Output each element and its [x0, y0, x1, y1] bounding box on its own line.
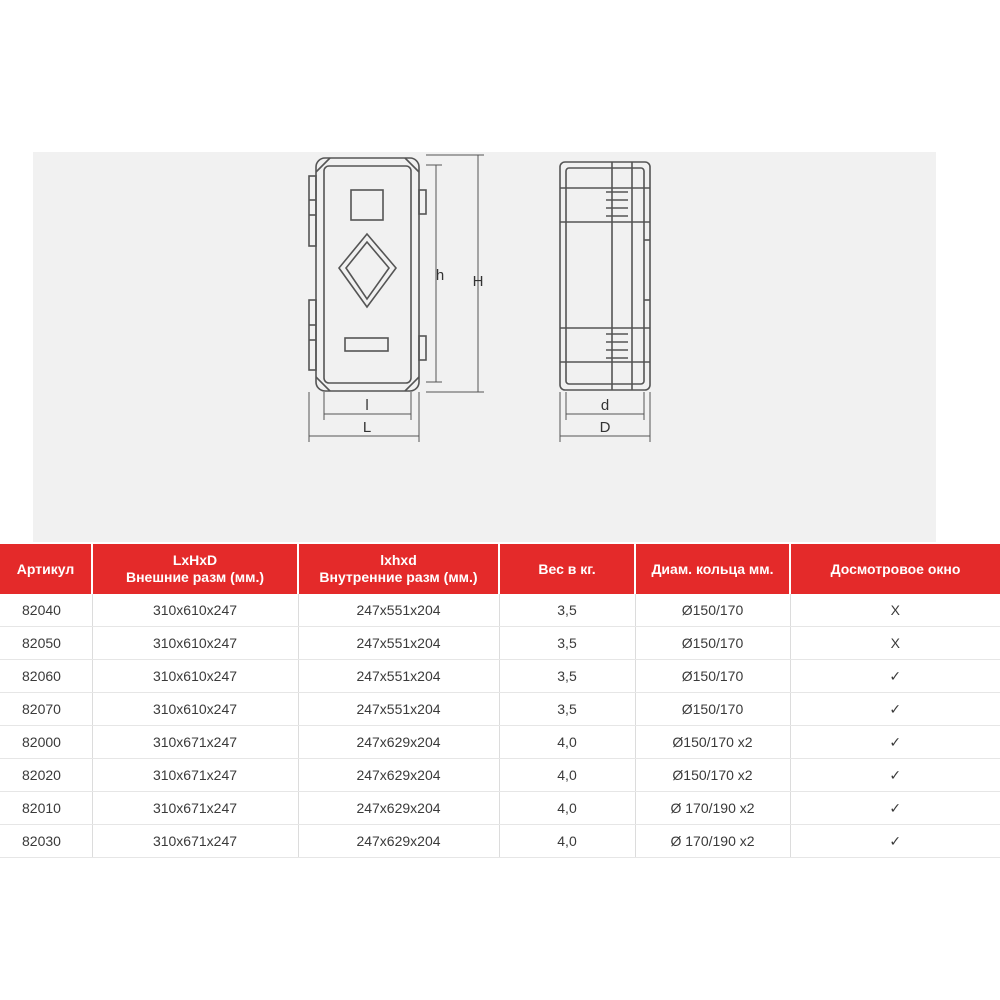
cell-inspection-window: ✓: [790, 660, 1000, 693]
cell-article: 82020: [0, 759, 92, 792]
cell-article: 82010: [0, 792, 92, 825]
header-inspection-window: Досмотровое окно: [790, 544, 1000, 594]
lower-slot-window: [345, 338, 388, 351]
table-row: [0, 726, 1000, 759]
cell-weight: 3,5: [499, 627, 635, 660]
dimension-label-D: D: [599, 419, 611, 436]
cell-inspection-window: ✓: [790, 693, 1000, 726]
cell-outer-dimensions: 310x610x247: [92, 660, 298, 693]
cell-weight: 4,0: [499, 792, 635, 825]
cell-ring-diameter: Ø150/170: [635, 660, 790, 693]
cell-inner-dimensions: 247x551x204: [298, 594, 499, 627]
table-row: [0, 693, 1000, 726]
cell-inspection-window: X: [790, 627, 1000, 660]
cell-ring-diameter: Ø150/170: [635, 627, 790, 660]
side-view: [560, 162, 650, 390]
dimension-label-h: h: [435, 267, 445, 284]
dimension-label-l: l: [365, 397, 369, 414]
cell-article: 82030: [0, 825, 92, 858]
cell-inspection-window: ✓: [790, 726, 1000, 759]
cell-ring-diameter: Ø 170/190 x2: [635, 825, 790, 858]
cell-article: 82000: [0, 726, 92, 759]
front-dimensions: [309, 155, 484, 442]
technical-drawing: [33, 152, 936, 542]
cell-weight: 3,5: [499, 693, 635, 726]
cell-inner-dimensions: 247x629x204: [298, 825, 499, 858]
cell-inspection-window: ✓: [790, 825, 1000, 858]
table-row: [0, 825, 1000, 858]
cell-inner-dimensions: 247x629x204: [298, 759, 499, 792]
cell-weight: 3,5: [499, 660, 635, 693]
cell-outer-dimensions: 310x610x247: [92, 627, 298, 660]
table-row: [0, 594, 1000, 627]
cell-outer-dimensions: 310x610x247: [92, 693, 298, 726]
table-row: [0, 792, 1000, 825]
cell-inner-dimensions: 247x629x204: [298, 726, 499, 759]
cell-inspection-window: ✓: [790, 759, 1000, 792]
cell-outer-dimensions: 310x671x247: [92, 759, 298, 792]
header-ring-diameter: Диам. кольца мм.: [635, 544, 790, 594]
cell-ring-diameter: Ø 170/190 x2: [635, 792, 790, 825]
cell-weight: 4,0: [499, 825, 635, 858]
cell-outer-dimensions: 310x610x247: [92, 594, 298, 627]
cell-inspection-window: X: [790, 594, 1000, 627]
front-view: [309, 158, 426, 391]
cell-inspection-window: ✓: [790, 792, 1000, 825]
cell-outer-dimensions: 310x671x247: [92, 726, 298, 759]
cell-outer-dimensions: 310x671x247: [92, 825, 298, 858]
cell-article: 82060: [0, 660, 92, 693]
cell-inner-dimensions: 247x551x204: [298, 693, 499, 726]
cell-ring-diameter: Ø150/170 x2: [635, 759, 790, 792]
cell-weight: 4,0: [499, 726, 635, 759]
cell-article: 82070: [0, 693, 92, 726]
table-header-row: [0, 544, 1000, 594]
dimension-label-L: L: [362, 419, 372, 436]
header-article: Артикул: [0, 544, 92, 594]
cell-weight: 3,5: [499, 594, 635, 627]
table-row: [0, 627, 1000, 660]
table-row: [0, 660, 1000, 693]
dimension-label-d: d: [600, 397, 610, 414]
specification-table: [0, 544, 1000, 858]
cell-weight: 4,0: [499, 759, 635, 792]
cell-ring-diameter: Ø150/170: [635, 693, 790, 726]
header-outer-dimensions: LxHxD Внешние разм (мм.): [92, 544, 298, 594]
technical-drawing-panel: [33, 152, 936, 542]
upper-square-window: [351, 190, 383, 220]
dimension-label-H: H: [472, 273, 484, 290]
cell-inner-dimensions: 247x551x204: [298, 627, 499, 660]
table-row: [0, 759, 1000, 792]
cell-ring-diameter: Ø150/170 x2: [635, 726, 790, 759]
header-weight: Вес в кг.: [499, 544, 635, 594]
cell-inner-dimensions: 247x629x204: [298, 792, 499, 825]
cell-outer-dimensions: 310x671x247: [92, 792, 298, 825]
cell-article: 82050: [0, 627, 92, 660]
header-inner-dimensions: lxhxd Внутренние разм (мм.): [298, 544, 499, 594]
cell-article: 82040: [0, 594, 92, 627]
cell-inner-dimensions: 247x551x204: [298, 660, 499, 693]
cell-ring-diameter: Ø150/170: [635, 594, 790, 627]
